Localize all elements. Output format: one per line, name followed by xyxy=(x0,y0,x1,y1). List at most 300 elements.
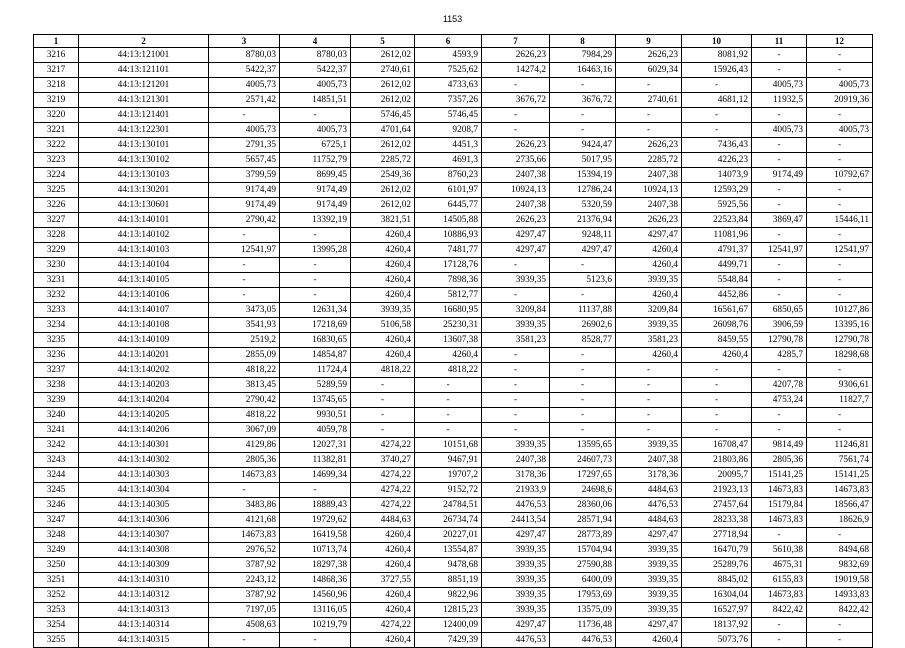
value-cell: 2735,66 xyxy=(482,153,550,168)
value-cell: 8845,02 xyxy=(682,573,752,588)
value-cell: 4129,86 xyxy=(209,438,280,453)
value-cell: 18566,47 xyxy=(807,498,873,513)
cadastral-number-cell: 44:13:130201 xyxy=(79,183,209,198)
row-number-cell: 3228 xyxy=(34,228,79,243)
value-cell: 4260,4 xyxy=(351,273,415,288)
value-cell: 3939,35 xyxy=(616,318,682,333)
value-cell: 11752,79 xyxy=(280,153,351,168)
value-cell: 27590,88 xyxy=(550,558,616,573)
row-number-cell: 3238 xyxy=(34,378,79,393)
value-cell: - xyxy=(682,393,752,408)
table-row xyxy=(34,513,873,528)
value-cell: - xyxy=(807,228,873,243)
row-number-cell: 3229 xyxy=(34,243,79,258)
value-cell: 4297,47 xyxy=(616,528,682,543)
value-cell: 9306,61 xyxy=(807,378,873,393)
value-cell: 2285,72 xyxy=(351,153,415,168)
cadastral-number-cell: 44:13:140313 xyxy=(79,603,209,618)
value-cell: 3787,92 xyxy=(209,588,280,603)
value-cell: 2549,36 xyxy=(351,168,415,183)
value-cell: 9930,51 xyxy=(280,408,351,423)
column-header: 7 xyxy=(482,35,550,48)
value-cell: 3209,84 xyxy=(482,303,550,318)
column-header: 9 xyxy=(616,35,682,48)
value-cell: 21376,94 xyxy=(550,213,616,228)
cadastral-number-cell: 44:13:140204 xyxy=(79,393,209,408)
value-cell: 9174,49 xyxy=(280,198,351,213)
cadastral-number-cell: 44:13:140303 xyxy=(79,468,209,483)
value-cell: 17218,69 xyxy=(280,318,351,333)
value-cell: 4818,22 xyxy=(209,363,280,378)
row-number-cell: 3248 xyxy=(34,528,79,543)
value-cell: - xyxy=(807,198,873,213)
value-cell: 3581,23 xyxy=(616,333,682,348)
value-cell: 2626,23 xyxy=(616,48,682,63)
value-cell: 3939,35 xyxy=(482,558,550,573)
value-cell: 4476,53 xyxy=(550,633,616,648)
value-cell: 3067,09 xyxy=(209,423,280,438)
table-row xyxy=(34,153,873,168)
table-row xyxy=(34,93,873,108)
value-cell: 11137,88 xyxy=(550,303,616,318)
value-cell: 13595,65 xyxy=(550,438,616,453)
value-cell: 6155,83 xyxy=(752,573,807,588)
value-cell: - xyxy=(616,123,682,138)
value-cell: 4452,86 xyxy=(682,288,752,303)
value-cell: 20227,01 xyxy=(415,528,482,543)
value-cell: 4005,73 xyxy=(752,78,807,93)
value-cell: 6850,65 xyxy=(752,303,807,318)
value-cell: 4005,73 xyxy=(280,78,351,93)
value-cell: 14868,36 xyxy=(280,573,351,588)
value-cell: - xyxy=(752,288,807,303)
value-cell: 21803,86 xyxy=(682,453,752,468)
value-cell: 19707,2 xyxy=(415,468,482,483)
value-cell: 6029,34 xyxy=(616,63,682,78)
value-cell: 9174,49 xyxy=(752,168,807,183)
column-header: 2 xyxy=(79,35,209,48)
value-cell: 8780,03 xyxy=(280,48,351,63)
row-number-cell: 3243 xyxy=(34,453,79,468)
table-row xyxy=(34,603,873,618)
value-cell: 3939,35 xyxy=(616,588,682,603)
row-number-cell: 3239 xyxy=(34,393,79,408)
value-cell: 7197,05 xyxy=(209,603,280,618)
row-number-cell: 3225 xyxy=(34,183,79,198)
cadastral-number-cell: 44:13:140104 xyxy=(79,258,209,273)
value-cell: 4260,4 xyxy=(351,228,415,243)
value-cell: 4260,4 xyxy=(351,333,415,348)
value-cell: 14673,83 xyxy=(209,528,280,543)
value-cell: 2407,38 xyxy=(482,168,550,183)
value-cell: 25230,31 xyxy=(415,318,482,333)
value-cell: 4733,63 xyxy=(415,78,482,93)
row-number-cell: 3226 xyxy=(34,198,79,213)
value-cell: 2626,23 xyxy=(616,138,682,153)
value-cell: 14673,83 xyxy=(752,588,807,603)
value-cell: 27457,64 xyxy=(682,498,752,513)
value-cell: 11736,48 xyxy=(550,618,616,633)
value-cell: 12027,31 xyxy=(280,438,351,453)
value-cell: 2976,52 xyxy=(209,543,280,558)
value-cell: 2740,61 xyxy=(616,93,682,108)
value-cell: 8851,19 xyxy=(415,573,482,588)
row-number-cell: 3247 xyxy=(34,513,79,528)
table-row xyxy=(34,258,873,273)
value-cell: 28360,06 xyxy=(550,498,616,513)
value-cell: - xyxy=(752,48,807,63)
value-cell: 3939,35 xyxy=(482,588,550,603)
value-cell: 5123,6 xyxy=(550,273,616,288)
value-cell: 3869,47 xyxy=(752,213,807,228)
cadastral-number-cell: 44:13:140301 xyxy=(79,438,209,453)
value-cell: - xyxy=(807,363,873,378)
value-cell: 4476,53 xyxy=(616,498,682,513)
value-cell: 11827,7 xyxy=(807,393,873,408)
row-number-cell: 3252 xyxy=(34,588,79,603)
value-cell: 3939,35 xyxy=(616,603,682,618)
table-row xyxy=(34,363,873,378)
value-cell: 3939,35 xyxy=(616,273,682,288)
table-row xyxy=(34,408,873,423)
table-row xyxy=(34,138,873,153)
value-cell: - xyxy=(209,633,280,648)
value-cell: 4005,73 xyxy=(209,78,280,93)
value-cell: 17128,76 xyxy=(415,258,482,273)
value-cell: - xyxy=(752,138,807,153)
value-cell: - xyxy=(752,618,807,633)
value-cell: 14933,83 xyxy=(807,588,873,603)
table-row xyxy=(34,498,873,513)
table-row xyxy=(34,273,873,288)
value-cell: 4818,22 xyxy=(351,363,415,378)
row-number-cell: 3241 xyxy=(34,423,79,438)
value-cell: 4260,4 xyxy=(351,603,415,618)
value-cell: - xyxy=(752,363,807,378)
value-cell: 22523,84 xyxy=(682,213,752,228)
value-cell: 3473,05 xyxy=(209,303,280,318)
value-cell: 20095,7 xyxy=(682,468,752,483)
value-cell: - xyxy=(482,258,550,273)
value-cell: 2612,02 xyxy=(351,48,415,63)
value-cell: 14673,83 xyxy=(752,483,807,498)
value-cell: 4005,73 xyxy=(807,78,873,93)
value-cell: 5289,59 xyxy=(280,378,351,393)
value-cell: 4791,37 xyxy=(682,243,752,258)
value-cell: - xyxy=(682,123,752,138)
column-header: 4 xyxy=(280,35,351,48)
value-cell: 14673,83 xyxy=(209,468,280,483)
value-cell: - xyxy=(482,363,550,378)
table-row xyxy=(34,528,873,543)
value-cell: 6445,77 xyxy=(415,198,482,213)
value-cell: 5017,95 xyxy=(550,153,616,168)
cadastral-number-cell: 44:13:122301 xyxy=(79,123,209,138)
value-cell: 5422,37 xyxy=(280,63,351,78)
table-row xyxy=(34,618,873,633)
value-cell: - xyxy=(752,273,807,288)
value-cell: - xyxy=(482,348,550,363)
value-cell: 4260,4 xyxy=(351,243,415,258)
value-cell: 7984,29 xyxy=(550,48,616,63)
value-cell: 9814,49 xyxy=(752,438,807,453)
value-cell: - xyxy=(280,258,351,273)
value-cell: 4499,71 xyxy=(682,258,752,273)
value-cell: 10713,74 xyxy=(280,543,351,558)
cadastral-number-cell: 44:13:140312 xyxy=(79,588,209,603)
value-cell: 8494,68 xyxy=(807,543,873,558)
row-number-cell: 3234 xyxy=(34,318,79,333)
value-cell: - xyxy=(682,78,752,93)
value-cell: 18626,9 xyxy=(807,513,873,528)
value-cell: 4260,4 xyxy=(351,528,415,543)
value-cell: 7525,62 xyxy=(415,63,482,78)
table-row xyxy=(34,468,873,483)
value-cell: 15926,43 xyxy=(682,63,752,78)
value-cell: 4297,47 xyxy=(616,228,682,243)
value-cell: 16419,58 xyxy=(280,528,351,543)
value-cell: 9248,11 xyxy=(550,228,616,243)
value-cell: 2626,23 xyxy=(482,213,550,228)
value-cell: - xyxy=(807,153,873,168)
value-cell: - xyxy=(415,423,482,438)
column-header: 8 xyxy=(550,35,616,48)
value-cell: 7898,36 xyxy=(415,273,482,288)
value-cell: 8459,55 xyxy=(682,333,752,348)
table-row xyxy=(34,453,873,468)
value-cell: - xyxy=(280,228,351,243)
value-cell: - xyxy=(550,108,616,123)
value-cell: 3676,72 xyxy=(482,93,550,108)
value-cell: 3939,35 xyxy=(482,543,550,558)
value-cell: 25289,76 xyxy=(682,558,752,573)
cadastral-number-cell: 44:13:140105 xyxy=(79,273,209,288)
value-cell: 4484,63 xyxy=(616,483,682,498)
value-cell: 16561,67 xyxy=(682,303,752,318)
value-cell: 4260,4 xyxy=(415,348,482,363)
value-cell: 2805,36 xyxy=(209,453,280,468)
value-cell: 13392,19 xyxy=(280,213,351,228)
row-number-cell: 3223 xyxy=(34,153,79,168)
value-cell: 14505,88 xyxy=(415,213,482,228)
value-cell: - xyxy=(209,273,280,288)
value-cell: 9832,69 xyxy=(807,558,873,573)
value-cell: 2612,02 xyxy=(351,138,415,153)
value-cell: 18297,38 xyxy=(280,558,351,573)
value-cell: 2855,09 xyxy=(209,348,280,363)
value-cell: - xyxy=(482,378,550,393)
value-cell: 8422,42 xyxy=(807,603,873,618)
value-cell: 5106,58 xyxy=(351,318,415,333)
value-cell: 4274,22 xyxy=(351,468,415,483)
value-cell: 3939,35 xyxy=(482,273,550,288)
cadastral-number-cell: 44:13:140309 xyxy=(79,558,209,573)
value-cell: 12631,34 xyxy=(280,303,351,318)
value-cell: - xyxy=(482,288,550,303)
value-cell: 4260,4 xyxy=(616,258,682,273)
value-cell: - xyxy=(351,423,415,438)
value-cell: 15141,25 xyxy=(807,468,873,483)
value-cell: 4260,4 xyxy=(351,633,415,648)
value-cell: 16830,65 xyxy=(280,333,351,348)
cadastral-number-cell: 44:13:140206 xyxy=(79,423,209,438)
cadastral-number-cell: 44:13:121201 xyxy=(79,78,209,93)
value-cell: - xyxy=(752,423,807,438)
table-row xyxy=(34,48,873,63)
value-cell: 17297,65 xyxy=(550,468,616,483)
value-cell: - xyxy=(550,288,616,303)
value-cell: 10924,13 xyxy=(616,183,682,198)
value-cell: - xyxy=(682,378,752,393)
value-cell: 14854,87 xyxy=(280,348,351,363)
row-number-cell: 3217 xyxy=(34,63,79,78)
value-cell: 3906,59 xyxy=(752,318,807,333)
value-cell: 4005,73 xyxy=(209,123,280,138)
value-cell: 5320,59 xyxy=(550,198,616,213)
value-cell: 15446,11 xyxy=(807,213,873,228)
value-cell: 8422,42 xyxy=(752,603,807,618)
table-row xyxy=(34,438,873,453)
value-cell: 14073,9 xyxy=(682,168,752,183)
table-row xyxy=(34,108,873,123)
cadastral-number-cell: 44:13:140305 xyxy=(79,498,209,513)
value-cell: - xyxy=(280,483,351,498)
row-number-cell: 3246 xyxy=(34,498,79,513)
value-cell: 4818,22 xyxy=(209,408,280,423)
value-cell: - xyxy=(209,258,280,273)
value-cell: 9152,72 xyxy=(415,483,482,498)
value-cell: 18889,43 xyxy=(280,498,351,513)
value-cell: - xyxy=(550,393,616,408)
value-cell: 4701,64 xyxy=(351,123,415,138)
table-row xyxy=(34,543,873,558)
row-number-cell: 3233 xyxy=(34,303,79,318)
value-cell: 3821,51 xyxy=(351,213,415,228)
value-cell: - xyxy=(351,393,415,408)
value-cell: 2519,2 xyxy=(209,333,280,348)
value-cell: 26902,6 xyxy=(550,318,616,333)
value-cell: 2243,12 xyxy=(209,573,280,588)
row-number-cell: 3224 xyxy=(34,168,79,183)
value-cell: - xyxy=(807,48,873,63)
value-cell: 28773,89 xyxy=(550,528,616,543)
value-cell: 4260,4 xyxy=(351,588,415,603)
value-cell: 2790,42 xyxy=(209,393,280,408)
value-cell: 5657,45 xyxy=(209,153,280,168)
value-cell: 2790,42 xyxy=(209,213,280,228)
value-cell: 5925,56 xyxy=(682,198,752,213)
column-header: 12 xyxy=(807,35,873,48)
value-cell: 11246,81 xyxy=(807,438,873,453)
value-cell: 4274,22 xyxy=(351,438,415,453)
value-cell: - xyxy=(752,228,807,243)
value-cell: 3939,35 xyxy=(482,573,550,588)
value-cell: 4005,73 xyxy=(807,123,873,138)
cadastral-number-cell: 44:13:121101 xyxy=(79,63,209,78)
value-cell: 10792,67 xyxy=(807,168,873,183)
value-cell: 9822,96 xyxy=(415,588,482,603)
row-number-cell: 3245 xyxy=(34,483,79,498)
table-row xyxy=(34,63,873,78)
value-cell: - xyxy=(752,198,807,213)
row-number-cell: 3235 xyxy=(34,333,79,348)
row-number-cell: 3222 xyxy=(34,138,79,153)
value-cell: - xyxy=(807,423,873,438)
value-cell: 4818,22 xyxy=(415,363,482,378)
value-cell: 24413,54 xyxy=(482,513,550,528)
value-cell: 12541,97 xyxy=(752,243,807,258)
value-cell: 13395,16 xyxy=(807,318,873,333)
value-cell: 7429,39 xyxy=(415,633,482,648)
table-row xyxy=(34,228,873,243)
value-cell: 6725,1 xyxy=(280,138,351,153)
value-cell: 10127,86 xyxy=(807,303,873,318)
value-cell: - xyxy=(550,258,616,273)
value-cell: - xyxy=(550,408,616,423)
value-cell: 2612,02 xyxy=(351,183,415,198)
value-cell: 3209,84 xyxy=(616,303,682,318)
row-number-cell: 3249 xyxy=(34,543,79,558)
value-cell: - xyxy=(807,288,873,303)
value-cell: - xyxy=(482,393,550,408)
value-cell: - xyxy=(550,423,616,438)
value-cell: 12786,24 xyxy=(550,183,616,198)
value-cell: 5746,45 xyxy=(351,108,415,123)
value-cell: 28571,94 xyxy=(550,513,616,528)
value-cell: - xyxy=(616,408,682,423)
value-cell: 3541,93 xyxy=(209,318,280,333)
value-cell: 2626,23 xyxy=(482,138,550,153)
value-cell: 4297,47 xyxy=(482,243,550,258)
value-cell: 4260,4 xyxy=(351,558,415,573)
value-cell: 4059,78 xyxy=(280,423,351,438)
value-cell: - xyxy=(616,108,682,123)
table-row xyxy=(34,243,873,258)
value-cell: 4274,22 xyxy=(351,498,415,513)
value-cell: 2571,42 xyxy=(209,93,280,108)
value-cell: 3939,35 xyxy=(616,573,682,588)
value-cell: - xyxy=(415,408,482,423)
value-cell: 4484,63 xyxy=(616,513,682,528)
value-cell: 2626,23 xyxy=(616,213,682,228)
value-cell: 2612,02 xyxy=(351,78,415,93)
value-cell: 7436,43 xyxy=(682,138,752,153)
table-row xyxy=(34,348,873,363)
value-cell: 3799,59 xyxy=(209,168,280,183)
table-body xyxy=(34,48,873,648)
value-cell: - xyxy=(209,108,280,123)
row-number-cell: 3219 xyxy=(34,93,79,108)
value-cell: 3939,35 xyxy=(351,303,415,318)
cadastral-number-cell: 44:13:140310 xyxy=(79,573,209,588)
value-cell: - xyxy=(616,363,682,378)
value-cell: - xyxy=(752,183,807,198)
value-cell: 4260,4 xyxy=(616,288,682,303)
value-cell: - xyxy=(616,393,682,408)
value-cell: 9174,49 xyxy=(209,198,280,213)
value-cell: 12790,78 xyxy=(807,333,873,348)
cadastral-number-cell: 44:13:140314 xyxy=(79,618,209,633)
value-cell: 14851,51 xyxy=(280,93,351,108)
value-cell: 16470,79 xyxy=(682,543,752,558)
header-row xyxy=(34,35,873,48)
table-row xyxy=(34,288,873,303)
value-cell: 4260,4 xyxy=(351,543,415,558)
value-cell: 5422,37 xyxy=(209,63,280,78)
table-row xyxy=(34,183,873,198)
value-cell: 4297,47 xyxy=(482,618,550,633)
cadastral-number-cell: 44:13:130103 xyxy=(79,168,209,183)
